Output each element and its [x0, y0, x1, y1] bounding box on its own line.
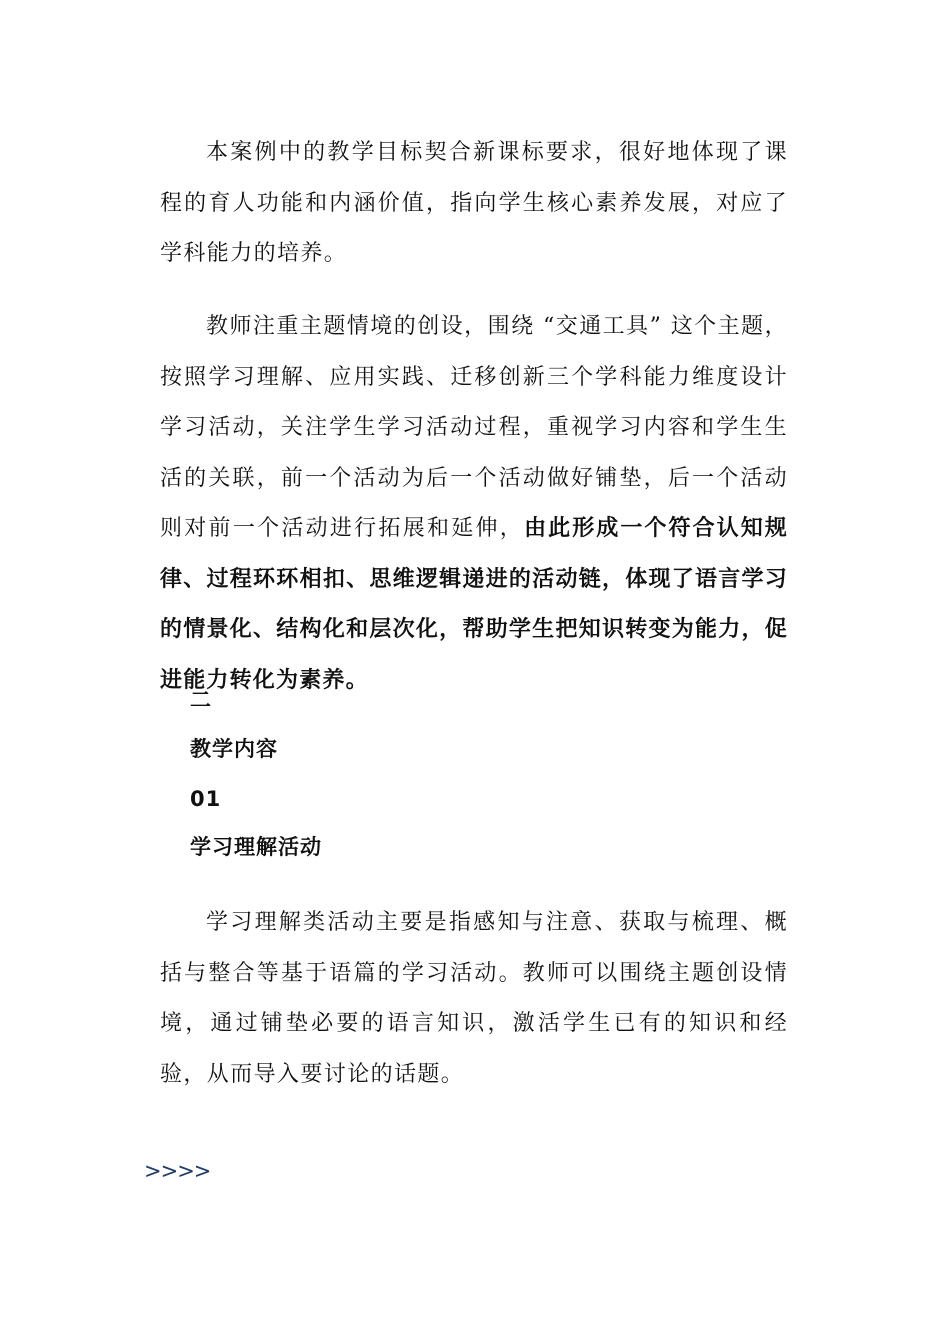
chevrons-decoration: >>>> — [144, 1159, 211, 1183]
section-title: 教学内容 — [190, 737, 278, 761]
paragraph-text: 本案例中的教学目标契合新课标要求，很好地体现了课程的育人功能和内涵价值，指向学生核心素养发展，对应了学科能力的培养。 — [160, 140, 788, 266]
paragraph-learning-activities — [160, 898, 788, 1100]
section-number: 二 — [190, 688, 212, 712]
subsection-title: 学习理解活动 — [190, 835, 322, 859]
paragraph-teaching-goals — [160, 128, 788, 280]
subsection-number: 01 — [190, 787, 222, 811]
paragraph-text: 教师注重主题情境的创设，围绕 “交通工具” 这个主题，按照学习理解、应用实践、迁移创新三个学科能力维度设计学习活动，关注学生学习活动过程，重视学习内容和学生生活的关联，前一个活动为后一个活动做好铺垫，后一个活动则对前一个活动进行拓展和延伸， — [160, 314, 788, 541]
paragraph-emphasis: 由此形成一个符合认知规律、过程环环相扣、思维逻辑递进的活动链，体现了语言学习的情景化、结构化和层次化，帮助学生把知识转变为能力，促进能力转化为素养。 — [160, 516, 788, 693]
paragraph-text: 学习理解类活动主要是指感知与注意、获取与梳理、概括与整合等基于语篇的学习活动。教师可以围绕主题创设情境，通过铺垫必要的语言知识，激活学生已有的知识和经验，从而导入要讨论的话题。 — [160, 910, 788, 1087]
paragraph-theme-context — [160, 302, 788, 706]
